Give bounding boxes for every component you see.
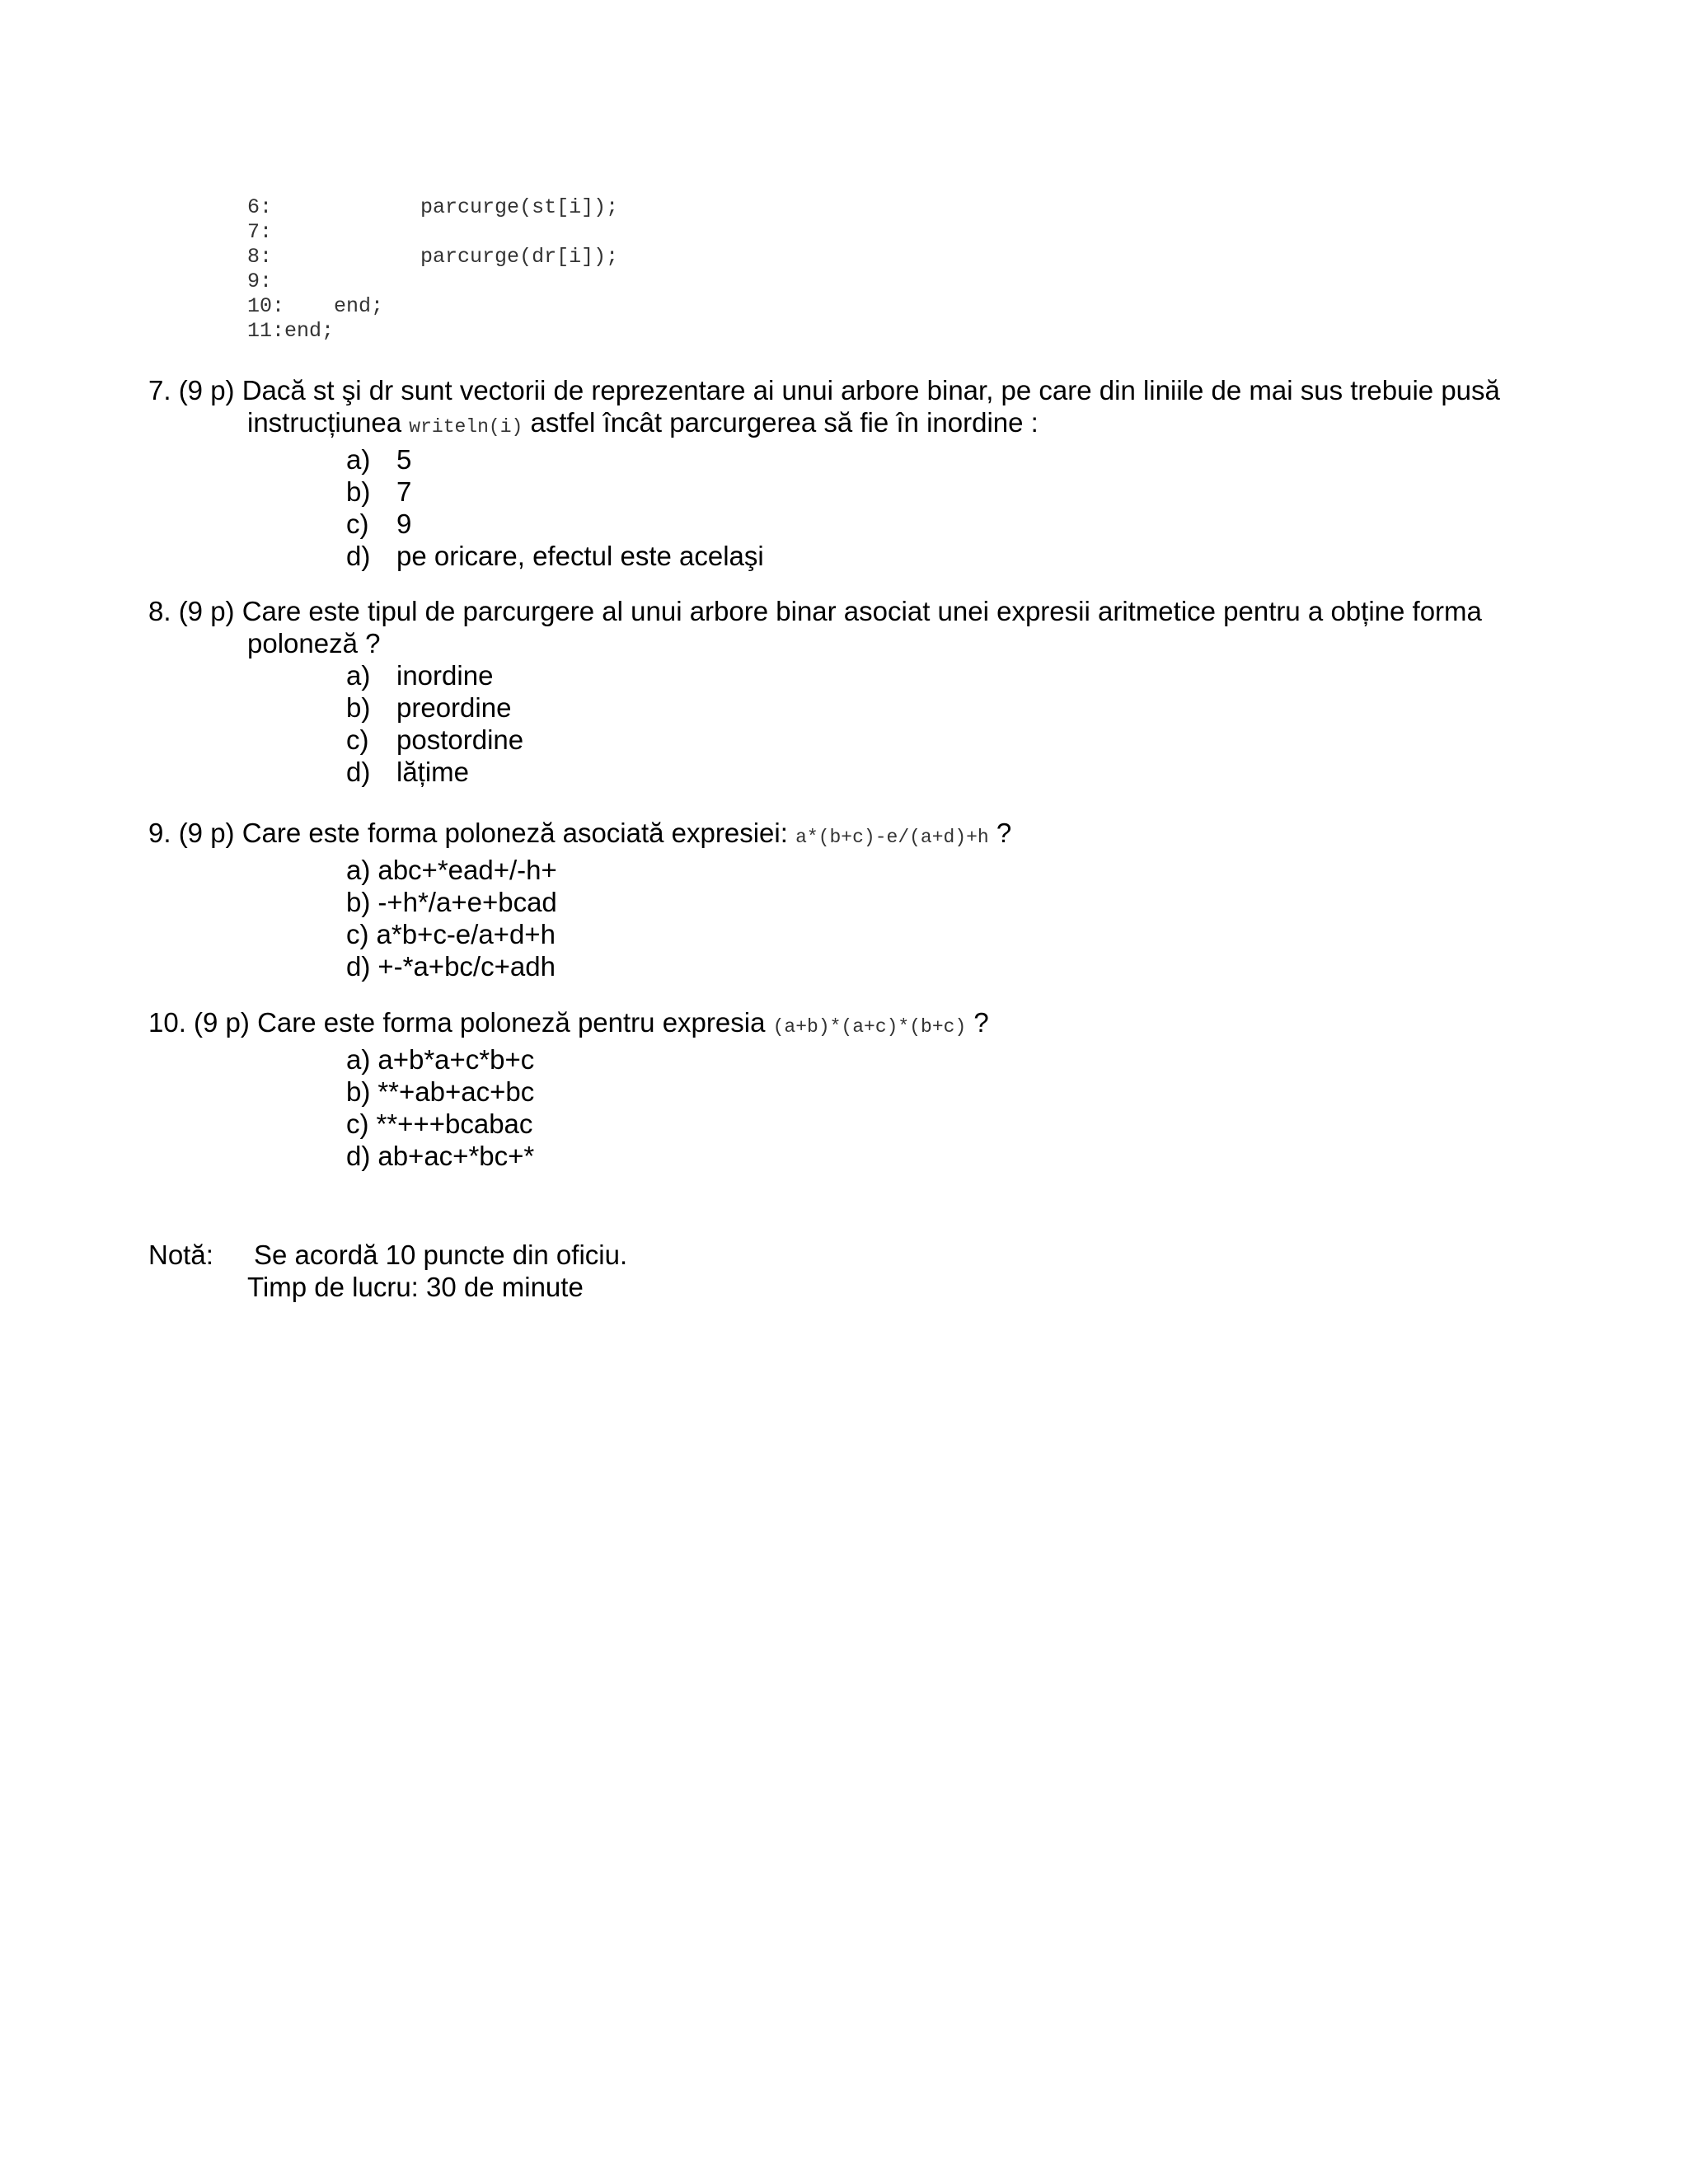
- answer-options: [346, 1043, 1550, 1172]
- exam-note: [148, 1239, 627, 1303]
- option-letter: d): [346, 757, 371, 787]
- option-text: 7: [396, 476, 412, 507]
- option-letter: c): [346, 1108, 369, 1139]
- option-text: +-*a+bc/c+adh: [377, 951, 556, 982]
- option-letter: b): [346, 1076, 371, 1107]
- answer-option: [346, 540, 1550, 572]
- question-text: [148, 1006, 1550, 1043]
- option-letter: a): [346, 660, 371, 691]
- answer-option: [346, 508, 1550, 540]
- question-9: [148, 817, 1550, 982]
- code-line: [247, 220, 824, 245]
- code-line-number: 9:: [247, 269, 273, 293]
- answer-option: [346, 1108, 1550, 1140]
- note-row: [148, 1271, 627, 1303]
- question-number: 7. (9 p): [148, 375, 242, 405]
- question-line-1-end: ?: [988, 818, 1012, 848]
- answer-options: [346, 854, 1550, 982]
- answer-option: [346, 659, 1550, 691]
- option-text: a+b*a+c*b+c: [377, 1044, 535, 1075]
- question-text: [148, 817, 1550, 854]
- question-text: [148, 595, 1550, 627]
- option-text: **+ab+ac+bc: [377, 1076, 535, 1107]
- inline-code: a*(b+c)-e/(a+d)+h: [795, 827, 989, 848]
- note-line-2: Timp de lucru: 30 de minute: [247, 1272, 584, 1302]
- option-text: 5: [396, 444, 412, 475]
- question-text: [148, 374, 1550, 406]
- question-line-1: Care este tipul de parcurgere al unui arbore binar asociat unei expresii aritmetice pentru a obține forma: [241, 596, 1482, 626]
- code-line-number: 11:: [247, 319, 285, 343]
- code-line: [247, 245, 824, 269]
- option-text: ab+ac+*bc+*: [377, 1141, 535, 1171]
- question-line-2: poloneză ?: [247, 628, 381, 658]
- code-line-number: 8:: [247, 245, 273, 269]
- question-7: [148, 374, 1550, 572]
- answer-options: [346, 443, 1550, 572]
- code-line: [247, 269, 824, 294]
- code-line-text: end;: [284, 294, 384, 318]
- code-line: [247, 294, 824, 319]
- answer-option: [346, 854, 1550, 886]
- answer-option: [346, 1076, 1550, 1108]
- option-letter: c): [346, 724, 369, 755]
- code-line: [247, 195, 824, 220]
- code-line-number: 10:: [247, 294, 285, 318]
- option-letter: a): [346, 855, 371, 885]
- option-text: inordine: [396, 660, 494, 691]
- option-letter: b): [346, 887, 371, 917]
- option-letter: d): [346, 1141, 371, 1171]
- note-line-1: Se acordă 10 puncte din oficiu.: [254, 1240, 628, 1270]
- option-text: preordine: [396, 692, 512, 723]
- option-letter: a): [346, 1044, 371, 1075]
- answer-option: [346, 1140, 1550, 1172]
- option-text: abc+*ead+/-h+: [377, 855, 557, 885]
- option-letter: a): [346, 444, 371, 475]
- code-line-number: 6:: [247, 195, 273, 219]
- code-line: [247, 319, 824, 344]
- question-line-2: instrucțiunea: [247, 407, 410, 438]
- option-letter: c): [346, 919, 369, 949]
- option-letter: c): [346, 509, 369, 539]
- answer-option: [346, 918, 1550, 950]
- answer-option: [346, 756, 1550, 788]
- question-8: [148, 595, 1550, 788]
- code-line-number: 7:: [247, 220, 273, 244]
- question-number: 9. (9 p): [148, 818, 242, 848]
- code-line-text: parcurge(st[i]);: [272, 195, 619, 219]
- answer-option: [346, 476, 1550, 508]
- option-text: lățime: [396, 757, 470, 787]
- question-number: 10. (9 p): [148, 1007, 258, 1038]
- option-text: a*b+c-e/a+d+h: [376, 919, 556, 949]
- option-letter: d): [346, 951, 371, 982]
- option-letter: b): [346, 476, 371, 507]
- answer-option: [346, 1043, 1550, 1076]
- question-line-1: Dacă st şi dr sunt vectorii de reprezentare ai unui arbore binar, pe care din liniile de mai sus trebuie pusă: [241, 375, 1500, 405]
- note-label: Notă:: [148, 1240, 213, 1270]
- note-row: [148, 1239, 627, 1271]
- code-line-text: parcurge(dr[i]);: [272, 245, 619, 269]
- option-text: pe oricare, efectul este acelaşi: [396, 541, 764, 571]
- answer-option: [346, 724, 1550, 756]
- answer-option: [346, 886, 1550, 918]
- option-text: -+h*/a+e+bcad: [377, 887, 557, 917]
- inline-code: writeln(i): [409, 416, 523, 438]
- question-line-1: Care este forma poloneză pentru expresia: [257, 1007, 773, 1038]
- answer-option: [346, 443, 1550, 476]
- answer-option: [346, 691, 1550, 724]
- question-number: 8. (9 p): [148, 596, 242, 626]
- answer-option: [346, 950, 1550, 982]
- question-line-1: Care este forma poloneză asociată expresiei:: [241, 818, 796, 848]
- inline-code: (a+b)*(a+c)*(b+c): [772, 1016, 967, 1038]
- option-letter: b): [346, 692, 371, 723]
- question-line-2-end: astfel încât parcurgerea să fie în inordine :: [523, 407, 1039, 438]
- question-text-continued: [148, 627, 1550, 659]
- question-10: [148, 1006, 1550, 1172]
- answer-options: [346, 659, 1550, 788]
- option-text: **+++bcabac: [376, 1108, 533, 1139]
- question-text-continued: [148, 406, 1550, 443]
- option-letter: d): [346, 541, 371, 571]
- question-line-1-end: ?: [966, 1007, 989, 1038]
- option-text: postordine: [396, 724, 524, 755]
- code-listing: [247, 195, 824, 344]
- code-line-text: end;: [284, 319, 335, 343]
- option-text: 9: [396, 509, 412, 539]
